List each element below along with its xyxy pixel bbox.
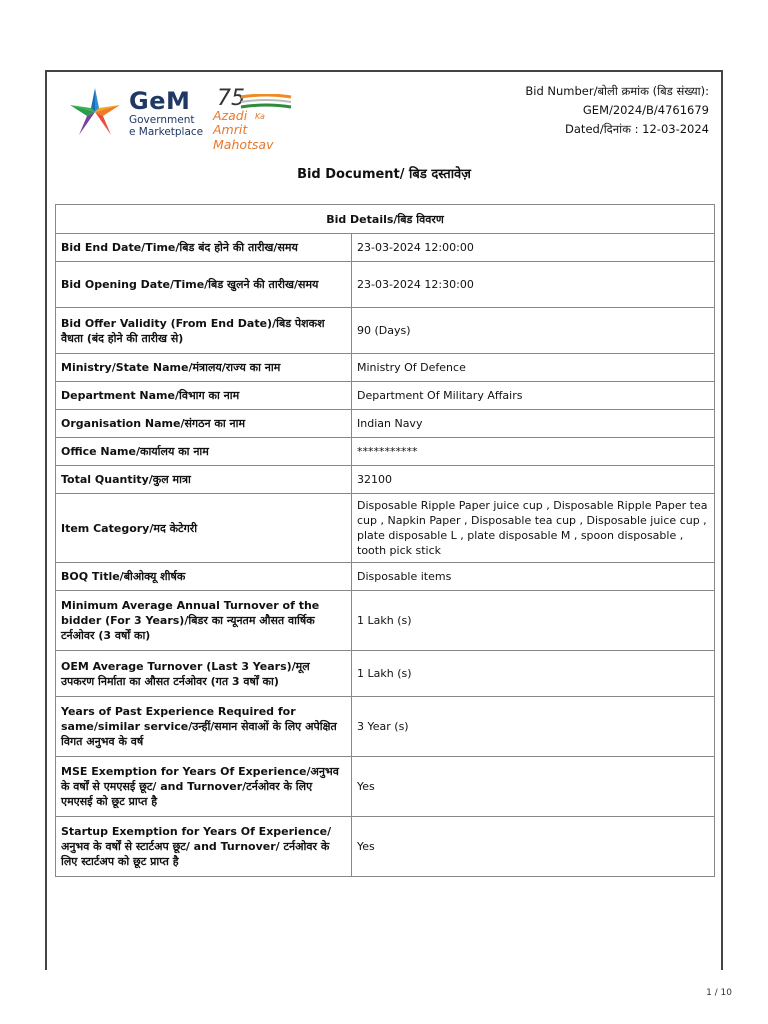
table-row — [56, 234, 715, 262]
table-row — [56, 262, 715, 308]
bid-number-label: Bid Number/बोली क्रमांक (बिड संख्या): — [525, 84, 709, 98]
row-label: Minimum Average Annual Turnover of the bidder (For 3 Years)/बिडर का न्यूनतम औसत वार्षिक टर्नओवर (3 वर्षों का) — [56, 591, 352, 651]
bid-meta — [525, 82, 709, 139]
row-value: Department Of Military Affairs — [352, 382, 715, 410]
row-label: OEM Average Turnover (Last 3 Years)/मूल उपकरण निर्माता का औसत टर्नओवर (गत 3 वर्षों का) — [56, 651, 352, 697]
table-row — [56, 354, 715, 382]
table-row — [56, 410, 715, 438]
table-row — [56, 817, 715, 877]
table-row — [56, 697, 715, 757]
row-value: 3 Year (s) — [352, 697, 715, 757]
row-value: Ministry Of Defence — [352, 354, 715, 382]
table-heading: Bid Details/बिड विवरण — [56, 205, 715, 234]
row-value: *********** — [352, 438, 715, 466]
row-label: Department Name/विभाग का नाम — [56, 382, 352, 410]
document-page — [45, 70, 723, 970]
row-label: Bid End Date/Time/बिड बंद होने की तारीख/समय — [56, 234, 352, 262]
row-value: 1 Lakh (s) — [352, 591, 715, 651]
row-label: Years of Past Experience Required for same/similar service/उन्हीं/समान सेवाओं के लिए अपेक्षित विगत अनुभव के वर्ष — [56, 697, 352, 757]
table-row — [56, 651, 715, 697]
row-label: MSE Exemption for Years Of Experience/अनुभव के वर्षों से एमएसई छूट/ and Turnover/टर्नओवर के लिए एमएसई को छूट प्राप्त है — [56, 757, 352, 817]
table-row — [56, 591, 715, 651]
gem-logo — [65, 82, 225, 142]
azadi-ka: Ka — [255, 112, 265, 121]
bid-details-table — [55, 204, 715, 877]
row-value: 90 (Days) — [352, 308, 715, 354]
row-label: Ministry/State Name/मंत्रालय/राज्य का नाम — [56, 354, 352, 382]
row-label: Bid Offer Validity (From End Date)/बिड पेशकश वैधता (बंद होने की तारीख से) — [56, 308, 352, 354]
row-label: Bid Opening Date/Time/बिड खुलने की तारीख/समय — [56, 262, 352, 308]
gem-star-icon — [65, 82, 125, 142]
table-row — [56, 757, 715, 817]
amrit-mahotsav: Amrit Mahotsav — [213, 122, 274, 152]
row-label: BOQ Title/बीओक्यू शीर्षक — [56, 563, 352, 591]
row-value: 23-03-2024 12:00:00 — [352, 234, 715, 262]
gem-title: GeM — [129, 87, 191, 115]
document-header — [47, 72, 721, 192]
table-row — [56, 382, 715, 410]
row-value: 23-03-2024 12:30:00 — [352, 262, 715, 308]
table-row — [56, 563, 715, 591]
row-value: Disposable items — [352, 563, 715, 591]
table-row — [56, 438, 715, 466]
row-label: Startup Exemption for Years Of Experience/अनुभव के वर्षों से स्टार्टअप छूट/ and Turnover/ टर्नओवर के लिए स्टार्टअप को छूट प्राप्त है — [56, 817, 352, 877]
bid-number: GEM/2024/B/4761679 — [582, 103, 709, 117]
azadi-word: Azadi — [213, 108, 248, 123]
dated-label: Dated/दिनांक : — [565, 122, 639, 136]
azadi-75: 75 — [217, 86, 245, 111]
row-value: Disposable Ripple Paper juice cup , Disposable Ripple Paper tea cup , Napkin Paper , Disposable tea cup , Disposable juice cup , plate disposable L , plate disposable M , spoon disposable , tooth pick stick — [352, 494, 715, 563]
row-label: Office Name/कार्यालय का नाम — [56, 438, 352, 466]
azadi-ka-amrit-mahotsav-logo — [213, 86, 297, 152]
row-label: Item Category/मद केटेगरी — [56, 494, 352, 563]
table-row — [56, 494, 715, 563]
row-value: Indian Navy — [352, 410, 715, 438]
table-row — [56, 466, 715, 494]
row-value: Yes — [352, 757, 715, 817]
table-row — [56, 308, 715, 354]
gem-sub-government: Government — [129, 114, 195, 126]
row-value: 1 Lakh (s) — [352, 651, 715, 697]
bid-dated — [525, 120, 709, 139]
document-title: Bid Document/ बिड दस्तावेज़ — [297, 167, 471, 182]
dated-value: 12-03-2024 — [642, 122, 709, 136]
row-value: Yes — [352, 817, 715, 877]
gem-sub-marketplace: e Marketplace — [129, 126, 204, 138]
page-number: 1 / 10 — [706, 988, 732, 998]
row-label: Organisation Name/संगठन का नाम — [56, 410, 352, 438]
row-value: 32100 — [352, 466, 715, 494]
row-label: Total Quantity/कुल मात्रा — [56, 466, 352, 494]
table-heading-row — [56, 205, 715, 234]
